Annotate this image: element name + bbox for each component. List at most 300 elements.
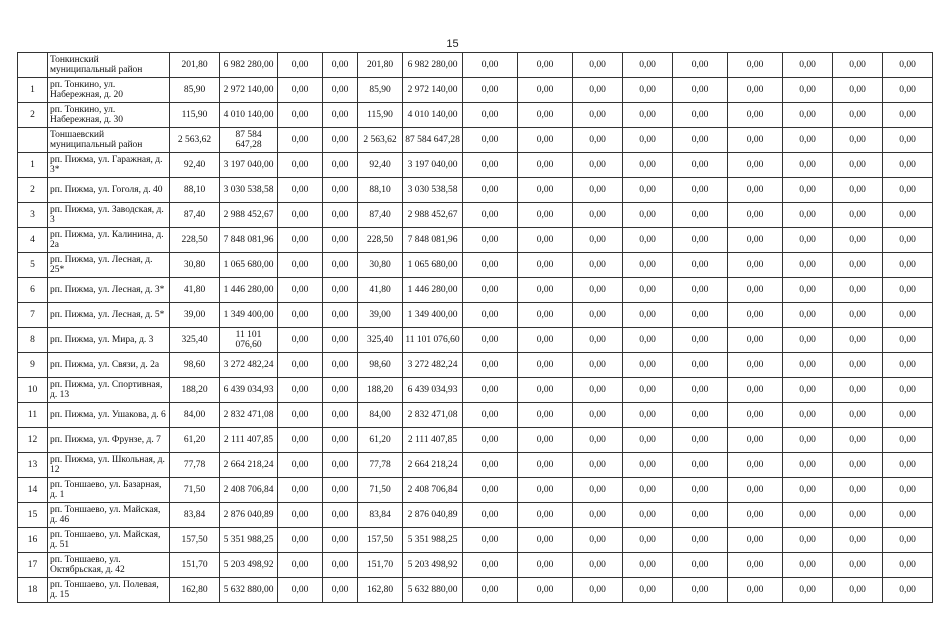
area-cell: 201,80 (358, 53, 403, 78)
value-cell: 0,00 (323, 128, 358, 153)
row-number-cell: 16 (18, 528, 48, 553)
table-row (18, 553, 933, 578)
value-cell: 0,00 (883, 353, 933, 378)
cost-cell: 2 832 471,08 (220, 403, 278, 428)
value-cell: 0,00 (883, 328, 933, 353)
table-row (18, 378, 933, 403)
area-cell: 88,10 (170, 178, 220, 203)
address-cell: рп. Пижма, ул. Гаражная, д. 3* (48, 153, 170, 178)
area-cell: 98,60 (358, 353, 403, 378)
value-cell: 0,00 (518, 78, 573, 103)
value-cell: 0,00 (783, 178, 833, 203)
row-number-cell: 15 (18, 503, 48, 528)
area-cell: 325,40 (358, 328, 403, 353)
value-cell: 0,00 (883, 528, 933, 553)
value-cell: 0,00 (518, 153, 573, 178)
value-cell: 0,00 (518, 103, 573, 128)
table-row (18, 528, 933, 553)
address-cell: рп. Тоншаево, ул. Октябрьская, д. 42 (48, 553, 170, 578)
value-cell: 0,00 (518, 578, 573, 603)
area-cell: 162,80 (358, 578, 403, 603)
value-cell: 0,00 (623, 528, 673, 553)
value-cell: 0,00 (323, 78, 358, 103)
value-cell: 0,00 (833, 128, 883, 153)
value-cell: 0,00 (833, 103, 883, 128)
value-cell: 0,00 (673, 528, 728, 553)
row-number-cell: 6 (18, 278, 48, 303)
value-cell: 0,00 (833, 178, 883, 203)
value-cell: 0,00 (573, 578, 623, 603)
area-cell: 83,84 (358, 503, 403, 528)
area-cell: 2 563,62 (170, 128, 220, 153)
value-cell: 0,00 (883, 378, 933, 403)
value-cell: 0,00 (573, 103, 623, 128)
row-number-cell: 2 (18, 103, 48, 128)
value-cell: 0,00 (783, 303, 833, 328)
address-cell: Тоншаевский муниципальный район (48, 128, 170, 153)
value-cell: 0,00 (463, 78, 518, 103)
value-cell: 0,00 (673, 78, 728, 103)
area-cell: 228,50 (358, 228, 403, 253)
value-cell: 0,00 (573, 478, 623, 503)
row-number-cell: 10 (18, 378, 48, 403)
cost-cell: 1 349 400,00 (220, 303, 278, 328)
value-cell: 0,00 (673, 378, 728, 403)
cost-cell: 1 446 280,00 (403, 278, 463, 303)
value-cell: 0,00 (463, 178, 518, 203)
value-cell: 0,00 (783, 153, 833, 178)
value-cell: 0,00 (518, 378, 573, 403)
area-cell: 157,50 (170, 528, 220, 553)
table-row (18, 253, 933, 278)
address-cell: рп. Пижма, ул. Заводская, д. 3 (48, 203, 170, 228)
area-cell: 92,40 (358, 153, 403, 178)
value-cell: 0,00 (728, 553, 783, 578)
row-number-cell: 2 (18, 178, 48, 203)
row-number-cell: 1 (18, 153, 48, 178)
value-cell: 0,00 (323, 528, 358, 553)
value-cell: 0,00 (623, 453, 673, 478)
cost-cell: 7 848 081,96 (220, 228, 278, 253)
value-cell: 0,00 (463, 428, 518, 453)
cost-cell: 6 439 034,93 (403, 378, 463, 403)
value-cell: 0,00 (833, 78, 883, 103)
row-number-cell (18, 53, 48, 78)
value-cell: 0,00 (728, 253, 783, 278)
cost-cell: 1 446 280,00 (220, 278, 278, 303)
table-row (18, 103, 933, 128)
value-cell: 0,00 (323, 103, 358, 128)
cost-cell: 87 584 647,28 (220, 128, 278, 153)
table-row (18, 328, 933, 353)
value-cell: 0,00 (463, 228, 518, 253)
value-cell: 0,00 (728, 53, 783, 78)
value-cell: 0,00 (573, 378, 623, 403)
value-cell: 0,00 (783, 553, 833, 578)
cost-cell: 2 664 218,24 (403, 453, 463, 478)
value-cell: 0,00 (883, 503, 933, 528)
value-cell: 0,00 (833, 378, 883, 403)
value-cell: 0,00 (833, 403, 883, 428)
value-cell: 0,00 (278, 303, 323, 328)
row-number-cell: 3 (18, 203, 48, 228)
value-cell: 0,00 (623, 203, 673, 228)
area-cell: 98,60 (170, 353, 220, 378)
value-cell: 0,00 (883, 78, 933, 103)
area-cell: 71,50 (358, 478, 403, 503)
value-cell: 0,00 (463, 478, 518, 503)
area-cell: 39,00 (358, 303, 403, 328)
value-cell: 0,00 (278, 378, 323, 403)
cost-cell: 3 197 040,00 (403, 153, 463, 178)
cost-cell: 3 197 040,00 (220, 153, 278, 178)
address-cell: рп. Тонкино, ул. Набережная, д. 20 (48, 78, 170, 103)
cost-cell: 1 349 400,00 (403, 303, 463, 328)
value-cell: 0,00 (728, 353, 783, 378)
cost-cell: 1 065 680,00 (403, 253, 463, 278)
value-cell: 0,00 (783, 228, 833, 253)
cost-cell: 1 065 680,00 (220, 253, 278, 278)
value-cell: 0,00 (673, 303, 728, 328)
value-cell: 0,00 (518, 253, 573, 278)
value-cell: 0,00 (833, 428, 883, 453)
cost-cell: 11 101 076,60 (403, 328, 463, 353)
value-cell: 0,00 (518, 503, 573, 528)
table-row (18, 53, 933, 78)
value-cell: 0,00 (883, 228, 933, 253)
value-cell: 0,00 (783, 128, 833, 153)
area-cell: 61,20 (358, 428, 403, 453)
row-number-cell: 17 (18, 553, 48, 578)
table-row (18, 278, 933, 303)
cost-cell: 2 972 140,00 (403, 78, 463, 103)
value-cell: 0,00 (728, 278, 783, 303)
value-cell: 0,00 (323, 278, 358, 303)
address-cell: рп. Тоншаево, ул. Майская, д. 51 (48, 528, 170, 553)
value-cell: 0,00 (783, 403, 833, 428)
value-cell: 0,00 (783, 278, 833, 303)
value-cell: 0,00 (278, 178, 323, 203)
page-number: 15 (446, 38, 459, 50)
cost-cell: 2 876 040,89 (403, 503, 463, 528)
table-row (18, 228, 933, 253)
address-cell: Тонкинский муниципальный район (48, 53, 170, 78)
value-cell: 0,00 (518, 278, 573, 303)
value-cell: 0,00 (623, 253, 673, 278)
area-cell: 30,80 (358, 253, 403, 278)
value-cell: 0,00 (833, 528, 883, 553)
table-row (18, 478, 933, 503)
cost-cell: 5 203 498,92 (220, 553, 278, 578)
value-cell: 0,00 (323, 228, 358, 253)
value-cell: 0,00 (883, 428, 933, 453)
value-cell: 0,00 (278, 503, 323, 528)
table-row (18, 578, 933, 603)
table-row (18, 128, 933, 153)
value-cell: 0,00 (783, 353, 833, 378)
area-cell: 157,50 (358, 528, 403, 553)
housing-program-table (17, 52, 933, 603)
value-cell: 0,00 (518, 128, 573, 153)
value-cell: 0,00 (673, 153, 728, 178)
value-cell: 0,00 (673, 203, 728, 228)
value-cell: 0,00 (673, 128, 728, 153)
value-cell: 0,00 (463, 378, 518, 403)
table-row (18, 178, 933, 203)
value-cell: 0,00 (728, 478, 783, 503)
value-cell: 0,00 (783, 503, 833, 528)
table-row (18, 78, 933, 103)
value-cell: 0,00 (728, 228, 783, 253)
row-number-cell: 9 (18, 353, 48, 378)
value-cell: 0,00 (783, 453, 833, 478)
value-cell: 0,00 (673, 453, 728, 478)
cost-cell: 2 988 452,67 (220, 203, 278, 228)
table-row (18, 303, 933, 328)
value-cell: 0,00 (573, 503, 623, 528)
area-cell: 87,40 (358, 203, 403, 228)
area-cell: 92,40 (170, 153, 220, 178)
value-cell: 0,00 (783, 428, 833, 453)
value-cell: 0,00 (833, 503, 883, 528)
value-cell: 0,00 (783, 528, 833, 553)
area-cell: 61,20 (170, 428, 220, 453)
value-cell: 0,00 (323, 253, 358, 278)
area-cell: 41,80 (170, 278, 220, 303)
value-cell: 0,00 (623, 178, 673, 203)
value-cell: 0,00 (673, 403, 728, 428)
value-cell: 0,00 (783, 253, 833, 278)
value-cell: 0,00 (623, 153, 673, 178)
address-cell: рп. Пижма, ул. Школьная, д. 12 (48, 453, 170, 478)
cost-cell: 3 030 538,58 (220, 178, 278, 203)
row-number-cell: 1 (18, 78, 48, 103)
value-cell: 0,00 (573, 78, 623, 103)
value-cell: 0,00 (463, 453, 518, 478)
value-cell: 0,00 (573, 553, 623, 578)
value-cell: 0,00 (278, 253, 323, 278)
value-cell: 0,00 (883, 203, 933, 228)
value-cell: 0,00 (518, 353, 573, 378)
address-cell: рп. Пижма, ул. Связи, д. 2а (48, 353, 170, 378)
value-cell: 0,00 (278, 103, 323, 128)
address-cell: рп. Пижма, ул. Лесная, д. 5* (48, 303, 170, 328)
value-cell: 0,00 (623, 428, 673, 453)
cost-cell: 2 408 706,84 (220, 478, 278, 503)
address-cell: рп. Тонкино, ул. Набережная, д. 30 (48, 103, 170, 128)
table-row (18, 153, 933, 178)
value-cell: 0,00 (573, 203, 623, 228)
area-cell: 2 563,62 (358, 128, 403, 153)
row-number-cell: 18 (18, 578, 48, 603)
address-cell: рп. Тоншаево, ул. Майская, д. 46 (48, 503, 170, 528)
value-cell: 0,00 (518, 203, 573, 228)
value-cell: 0,00 (463, 203, 518, 228)
value-cell: 0,00 (783, 378, 833, 403)
value-cell: 0,00 (463, 53, 518, 78)
area-cell: 84,00 (170, 403, 220, 428)
row-number-cell: 13 (18, 453, 48, 478)
value-cell: 0,00 (323, 428, 358, 453)
address-cell: рп. Пижма, ул. Ушакова, д. 6 (48, 403, 170, 428)
cost-cell: 4 010 140,00 (403, 103, 463, 128)
value-cell: 0,00 (573, 178, 623, 203)
cost-cell: 2 972 140,00 (220, 78, 278, 103)
value-cell: 0,00 (833, 228, 883, 253)
value-cell: 0,00 (573, 528, 623, 553)
value-cell: 0,00 (518, 428, 573, 453)
row-number-cell: 4 (18, 228, 48, 253)
value-cell: 0,00 (463, 103, 518, 128)
value-cell: 0,00 (673, 353, 728, 378)
value-cell: 0,00 (463, 528, 518, 553)
address-cell: рп. Тоншаево, ул. Полевая, д. 15 (48, 578, 170, 603)
value-cell: 0,00 (278, 78, 323, 103)
value-cell: 0,00 (728, 453, 783, 478)
value-cell: 0,00 (883, 453, 933, 478)
value-cell: 0,00 (783, 53, 833, 78)
value-cell: 0,00 (278, 403, 323, 428)
value-cell: 0,00 (278, 353, 323, 378)
area-cell: 115,90 (358, 103, 403, 128)
cost-cell: 2 111 407,85 (220, 428, 278, 453)
cost-cell: 6 439 034,93 (220, 378, 278, 403)
value-cell: 0,00 (323, 478, 358, 503)
value-cell: 0,00 (278, 228, 323, 253)
value-cell: 0,00 (278, 428, 323, 453)
value-cell: 0,00 (518, 228, 573, 253)
area-cell: 83,84 (170, 503, 220, 528)
value-cell: 0,00 (518, 303, 573, 328)
value-cell: 0,00 (323, 203, 358, 228)
value-cell: 0,00 (323, 303, 358, 328)
value-cell: 0,00 (323, 178, 358, 203)
value-cell: 0,00 (673, 278, 728, 303)
value-cell: 0,00 (728, 128, 783, 153)
value-cell: 0,00 (883, 478, 933, 503)
value-cell: 0,00 (623, 53, 673, 78)
value-cell: 0,00 (463, 353, 518, 378)
value-cell: 0,00 (728, 503, 783, 528)
row-number-cell: 8 (18, 328, 48, 353)
value-cell: 0,00 (278, 128, 323, 153)
cost-cell: 2 408 706,84 (403, 478, 463, 503)
value-cell: 0,00 (833, 253, 883, 278)
value-cell: 0,00 (833, 203, 883, 228)
value-cell: 0,00 (833, 353, 883, 378)
value-cell: 0,00 (728, 303, 783, 328)
value-cell: 0,00 (623, 478, 673, 503)
address-cell: рп. Пижма, ул. Лесная, д. 25* (48, 253, 170, 278)
value-cell: 0,00 (623, 378, 673, 403)
cost-cell: 2 988 452,67 (403, 203, 463, 228)
value-cell: 0,00 (623, 328, 673, 353)
value-cell: 0,00 (728, 78, 783, 103)
value-cell: 0,00 (463, 578, 518, 603)
value-cell: 0,00 (623, 278, 673, 303)
area-cell: 84,00 (358, 403, 403, 428)
value-cell: 0,00 (883, 53, 933, 78)
address-cell: рп. Тоншаево, ул. Базарная, д. 1 (48, 478, 170, 503)
value-cell: 0,00 (463, 503, 518, 528)
value-cell: 0,00 (673, 578, 728, 603)
area-cell: 41,80 (358, 278, 403, 303)
value-cell: 0,00 (728, 153, 783, 178)
value-cell: 0,00 (623, 128, 673, 153)
value-cell: 0,00 (278, 578, 323, 603)
value-cell: 0,00 (573, 228, 623, 253)
cost-cell: 5 632 880,00 (403, 578, 463, 603)
area-cell: 88,10 (358, 178, 403, 203)
cost-cell: 4 010 140,00 (220, 103, 278, 128)
value-cell: 0,00 (323, 503, 358, 528)
table-row (18, 353, 933, 378)
address-cell: рп. Пижма, ул. Калинина, д. 2а (48, 228, 170, 253)
value-cell: 0,00 (728, 378, 783, 403)
value-cell: 0,00 (673, 53, 728, 78)
value-cell: 0,00 (728, 328, 783, 353)
value-cell: 0,00 (573, 128, 623, 153)
area-cell: 201,80 (170, 53, 220, 78)
address-cell: рп. Пижма, ул. Лесная, д. 3* (48, 278, 170, 303)
value-cell: 0,00 (323, 328, 358, 353)
value-cell: 0,00 (518, 453, 573, 478)
value-cell: 0,00 (833, 478, 883, 503)
cost-cell: 6 982 280,00 (403, 53, 463, 78)
value-cell: 0,00 (673, 103, 728, 128)
value-cell: 0,00 (518, 178, 573, 203)
value-cell: 0,00 (573, 153, 623, 178)
value-cell: 0,00 (323, 353, 358, 378)
cost-cell: 2 111 407,85 (403, 428, 463, 453)
area-cell: 30,80 (170, 253, 220, 278)
value-cell: 0,00 (673, 328, 728, 353)
value-cell: 0,00 (463, 303, 518, 328)
value-cell: 0,00 (463, 128, 518, 153)
table-row (18, 428, 933, 453)
value-cell: 0,00 (623, 228, 673, 253)
row-number-cell: 11 (18, 403, 48, 428)
cost-cell: 87 584 647,28 (403, 128, 463, 153)
value-cell: 0,00 (518, 328, 573, 353)
area-cell: 87,40 (170, 203, 220, 228)
area-cell: 325,40 (170, 328, 220, 353)
value-cell: 0,00 (833, 328, 883, 353)
value-cell: 0,00 (323, 53, 358, 78)
value-cell: 0,00 (323, 553, 358, 578)
area-cell: 188,20 (358, 378, 403, 403)
address-cell: рп. Пижма, ул. Фрунзе, д. 7 (48, 428, 170, 453)
row-number-cell (18, 128, 48, 153)
cost-cell: 11 101 076,60 (220, 328, 278, 353)
value-cell: 0,00 (323, 378, 358, 403)
value-cell: 0,00 (883, 303, 933, 328)
area-cell: 151,70 (358, 553, 403, 578)
value-cell: 0,00 (278, 53, 323, 78)
value-cell: 0,00 (883, 103, 933, 128)
value-cell: 0,00 (623, 578, 673, 603)
value-cell: 0,00 (783, 478, 833, 503)
area-cell: 188,20 (170, 378, 220, 403)
value-cell: 0,00 (883, 578, 933, 603)
table-row (18, 503, 933, 528)
value-cell: 0,00 (278, 278, 323, 303)
value-cell: 0,00 (728, 178, 783, 203)
value-cell: 0,00 (883, 253, 933, 278)
value-cell: 0,00 (623, 353, 673, 378)
area-cell: 77,78 (358, 453, 403, 478)
value-cell: 0,00 (833, 153, 883, 178)
